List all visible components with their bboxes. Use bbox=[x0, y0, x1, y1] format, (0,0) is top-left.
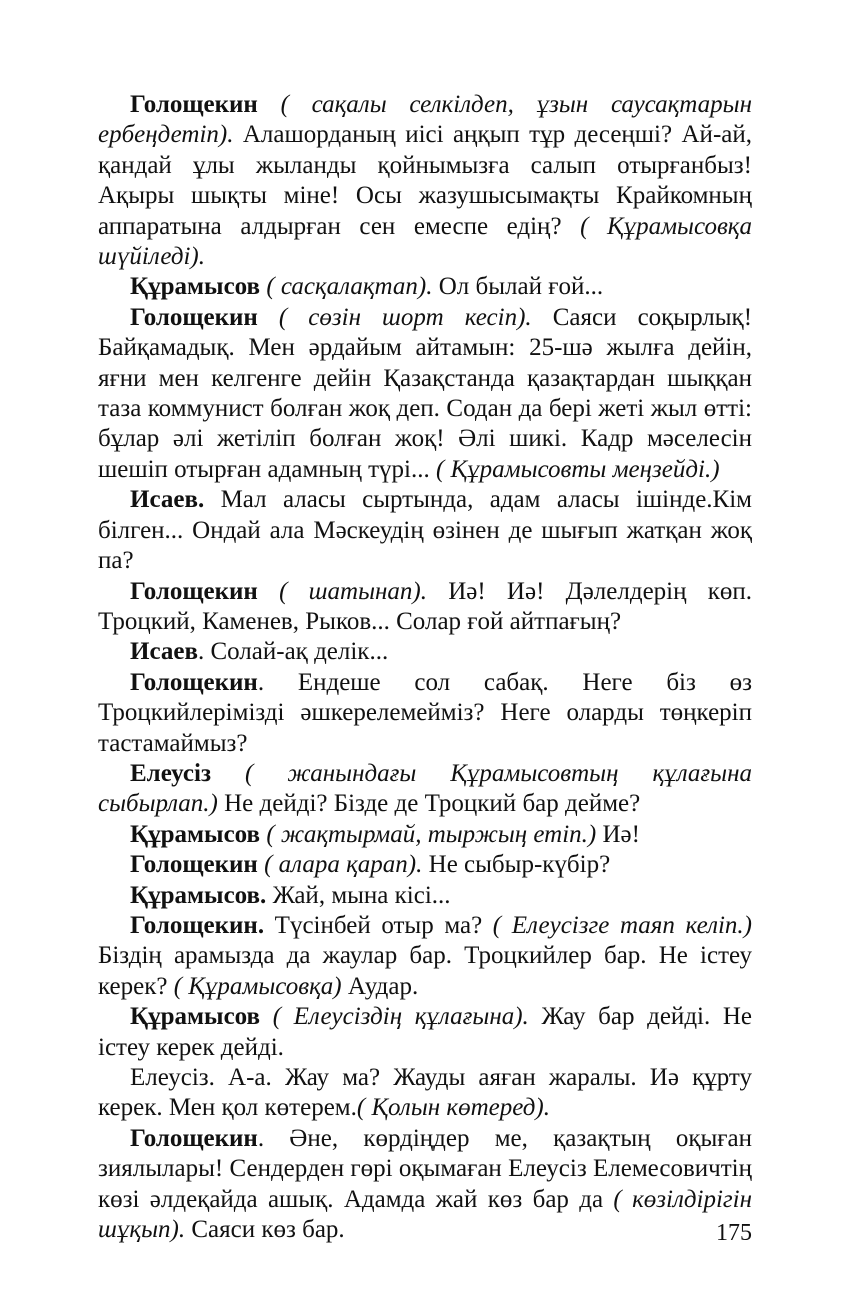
dialogue-text: Алашорданың иісі аңқып тұр десеңші? Ай-ай, қандай ұлы жыланды қойнымызға салып отырғанбыз! Ақыры шықты міне! Осы жазушысымақты Крайкомның аппаратына алдырған сен емеспе едің? bbox=[98, 121, 752, 240]
dialogue-text: . Солай-ақ делік... bbox=[197, 638, 389, 666]
dialogue-paragraph bbox=[98, 577, 752, 638]
dialogue-text: Не сыбыр-күбір? bbox=[422, 851, 611, 879]
dialogue-text: Жау бар дейді. Не істеу керек дейді. bbox=[98, 1003, 753, 1061]
dialogue-text: Не дейді? Бізде де Троцкий бар дейме? bbox=[217, 790, 641, 818]
stage-direction: ( алара қарап). bbox=[264, 851, 423, 879]
dialogue-paragraph bbox=[98, 668, 752, 759]
dialogue-text bbox=[258, 578, 279, 605]
speaker-name: Голощекин bbox=[130, 668, 258, 696]
dialogue-text: Аудар. bbox=[341, 972, 419, 1000]
speaker-name: Құрамысов bbox=[130, 273, 261, 301]
dialogue-text: Жай, мына кісі... bbox=[266, 881, 451, 909]
dialogue-paragraph bbox=[98, 759, 752, 820]
stage-direction: ( Елеусізге таяп келіп.) bbox=[492, 911, 752, 939]
dialogue-text: Иә! bbox=[596, 820, 640, 848]
dialogue-text: Мал аласы сыртында, адам аласы ішінде.Кім білген... Ондай ала Мәскеудің өзінен де шығып жатқан жоқ па? bbox=[98, 486, 752, 575]
speaker-name: Голощекин. bbox=[130, 911, 265, 939]
dialogue-paragraph bbox=[98, 911, 752, 1002]
stage-direction: ( сөзін шорт кесіп). bbox=[278, 303, 532, 331]
stage-direction: ( Құрамысовқа шүйіледі). bbox=[98, 212, 753, 271]
speaker-name: Құрамысов. bbox=[130, 881, 267, 909]
stage-direction: ( сасқалақтап). bbox=[266, 273, 433, 301]
stage-direction: ( Құрамысовқа) bbox=[173, 972, 342, 1000]
dialogue-paragraph bbox=[98, 1002, 752, 1063]
dialogue-paragraph bbox=[98, 881, 752, 911]
document-page bbox=[98, 90, 752, 1245]
speaker-name: Голощекин bbox=[130, 303, 258, 331]
speaker-name: Голощекин bbox=[130, 1124, 258, 1152]
dialogue-text bbox=[258, 304, 279, 331]
speaker-name: Елеусіз bbox=[130, 759, 211, 787]
dialogue-paragraph bbox=[98, 303, 752, 485]
dialogue-paragraph bbox=[98, 1124, 752, 1246]
dialogue-text bbox=[211, 760, 245, 787]
dialogue-text: . Ендеше сол сабақ. Неге біз өз Троцкийлерімізді әшкерелемейміз? Неге оларды төңкеріп тастамаймыз? bbox=[98, 668, 752, 757]
dialogue-paragraph bbox=[98, 90, 752, 272]
dialogue-text: Иә! Иә! Дәлелдерің көп. Троцкий, Каменев, Рыков... Солар ғой айтпағың? bbox=[98, 577, 752, 635]
speaker-name: Құрамысов bbox=[130, 1003, 261, 1031]
dialogue-text: . Әне, көрдіңдер ме, қазақтың оқыған зиялылары! Сендерден гөрі оқымаған Елеусіз Елемесовичтің көзі әлдеқайда ашық. Адамда жай көз бар да bbox=[98, 1124, 752, 1213]
stage-direction: ( Құрамысовты меңзейді.) bbox=[435, 455, 720, 483]
speaker-name: Исаев. bbox=[130, 486, 205, 514]
speaker-name: Құрамысов bbox=[130, 820, 261, 848]
dialogue-paragraph bbox=[98, 637, 752, 667]
dialogue-paragraph bbox=[98, 485, 752, 576]
dialogue-paragraph bbox=[98, 272, 752, 302]
dialogue-paragraph bbox=[98, 820, 752, 850]
dialogue-paragraph bbox=[98, 850, 752, 880]
dialogue-text: Түсінбей отыр ма? bbox=[264, 911, 493, 939]
stage-direction: ( Елеусіздің құлағына). bbox=[272, 1003, 529, 1031]
dialogue-text: Саяси көз бар. bbox=[185, 1216, 345, 1244]
dialogue-text: Елеусіз. А-а. Жау ма? Жауды аяған жаралы. Иә құрту керек. Мен қол көтерем. bbox=[98, 1064, 752, 1122]
stage-direction: ( Қолын көтеред). bbox=[356, 1094, 550, 1122]
speaker-name: Голощекин bbox=[130, 91, 258, 118]
stage-direction: ( шатынап). bbox=[279, 577, 427, 605]
speaker-name: Голощекин bbox=[130, 577, 258, 605]
stage-direction: ( жанындағы Құрамысовтың құлағына сыбырлап.) bbox=[98, 759, 752, 818]
dialogue-text bbox=[260, 1003, 273, 1030]
speaker-name: Голощекин bbox=[130, 851, 258, 879]
dialogue-paragraph bbox=[98, 1063, 752, 1124]
speaker-name: Исаев bbox=[130, 638, 198, 666]
dialogue-text: Біздің арамызда да жаулар бар. Троцкийлер бар. Не істеу керек? bbox=[98, 942, 752, 1000]
stage-direction: ( жақтырмай, тыржың етіп.) bbox=[266, 820, 597, 848]
dialogue-text bbox=[258, 91, 281, 118]
stage-direction: ( сақалы селкілдеп, ұзын саусақтарын ербеңдетіп). bbox=[98, 91, 752, 149]
stage-direction: ( көзілдірігін шұқып). bbox=[98, 1185, 752, 1244]
page-number: 175 bbox=[716, 1220, 752, 1246]
dialogue-text: Ол былай ғой... bbox=[432, 273, 604, 301]
dialogue-text: Саяси соқырлық! Байқамадық. Мен әрдайым айтамын: 25-шә жылға дейін, яғни мен келгенге дейін Қазақстанда қазақтардан шыққан таза коммунист болған жоқ деп. Содан да бері жеті жыл өтті: бұлар әлі жетіліп болған жоқ! Әлі шикі. Кадр мәселесін шешіп отырған адамның түрі... bbox=[98, 303, 753, 483]
